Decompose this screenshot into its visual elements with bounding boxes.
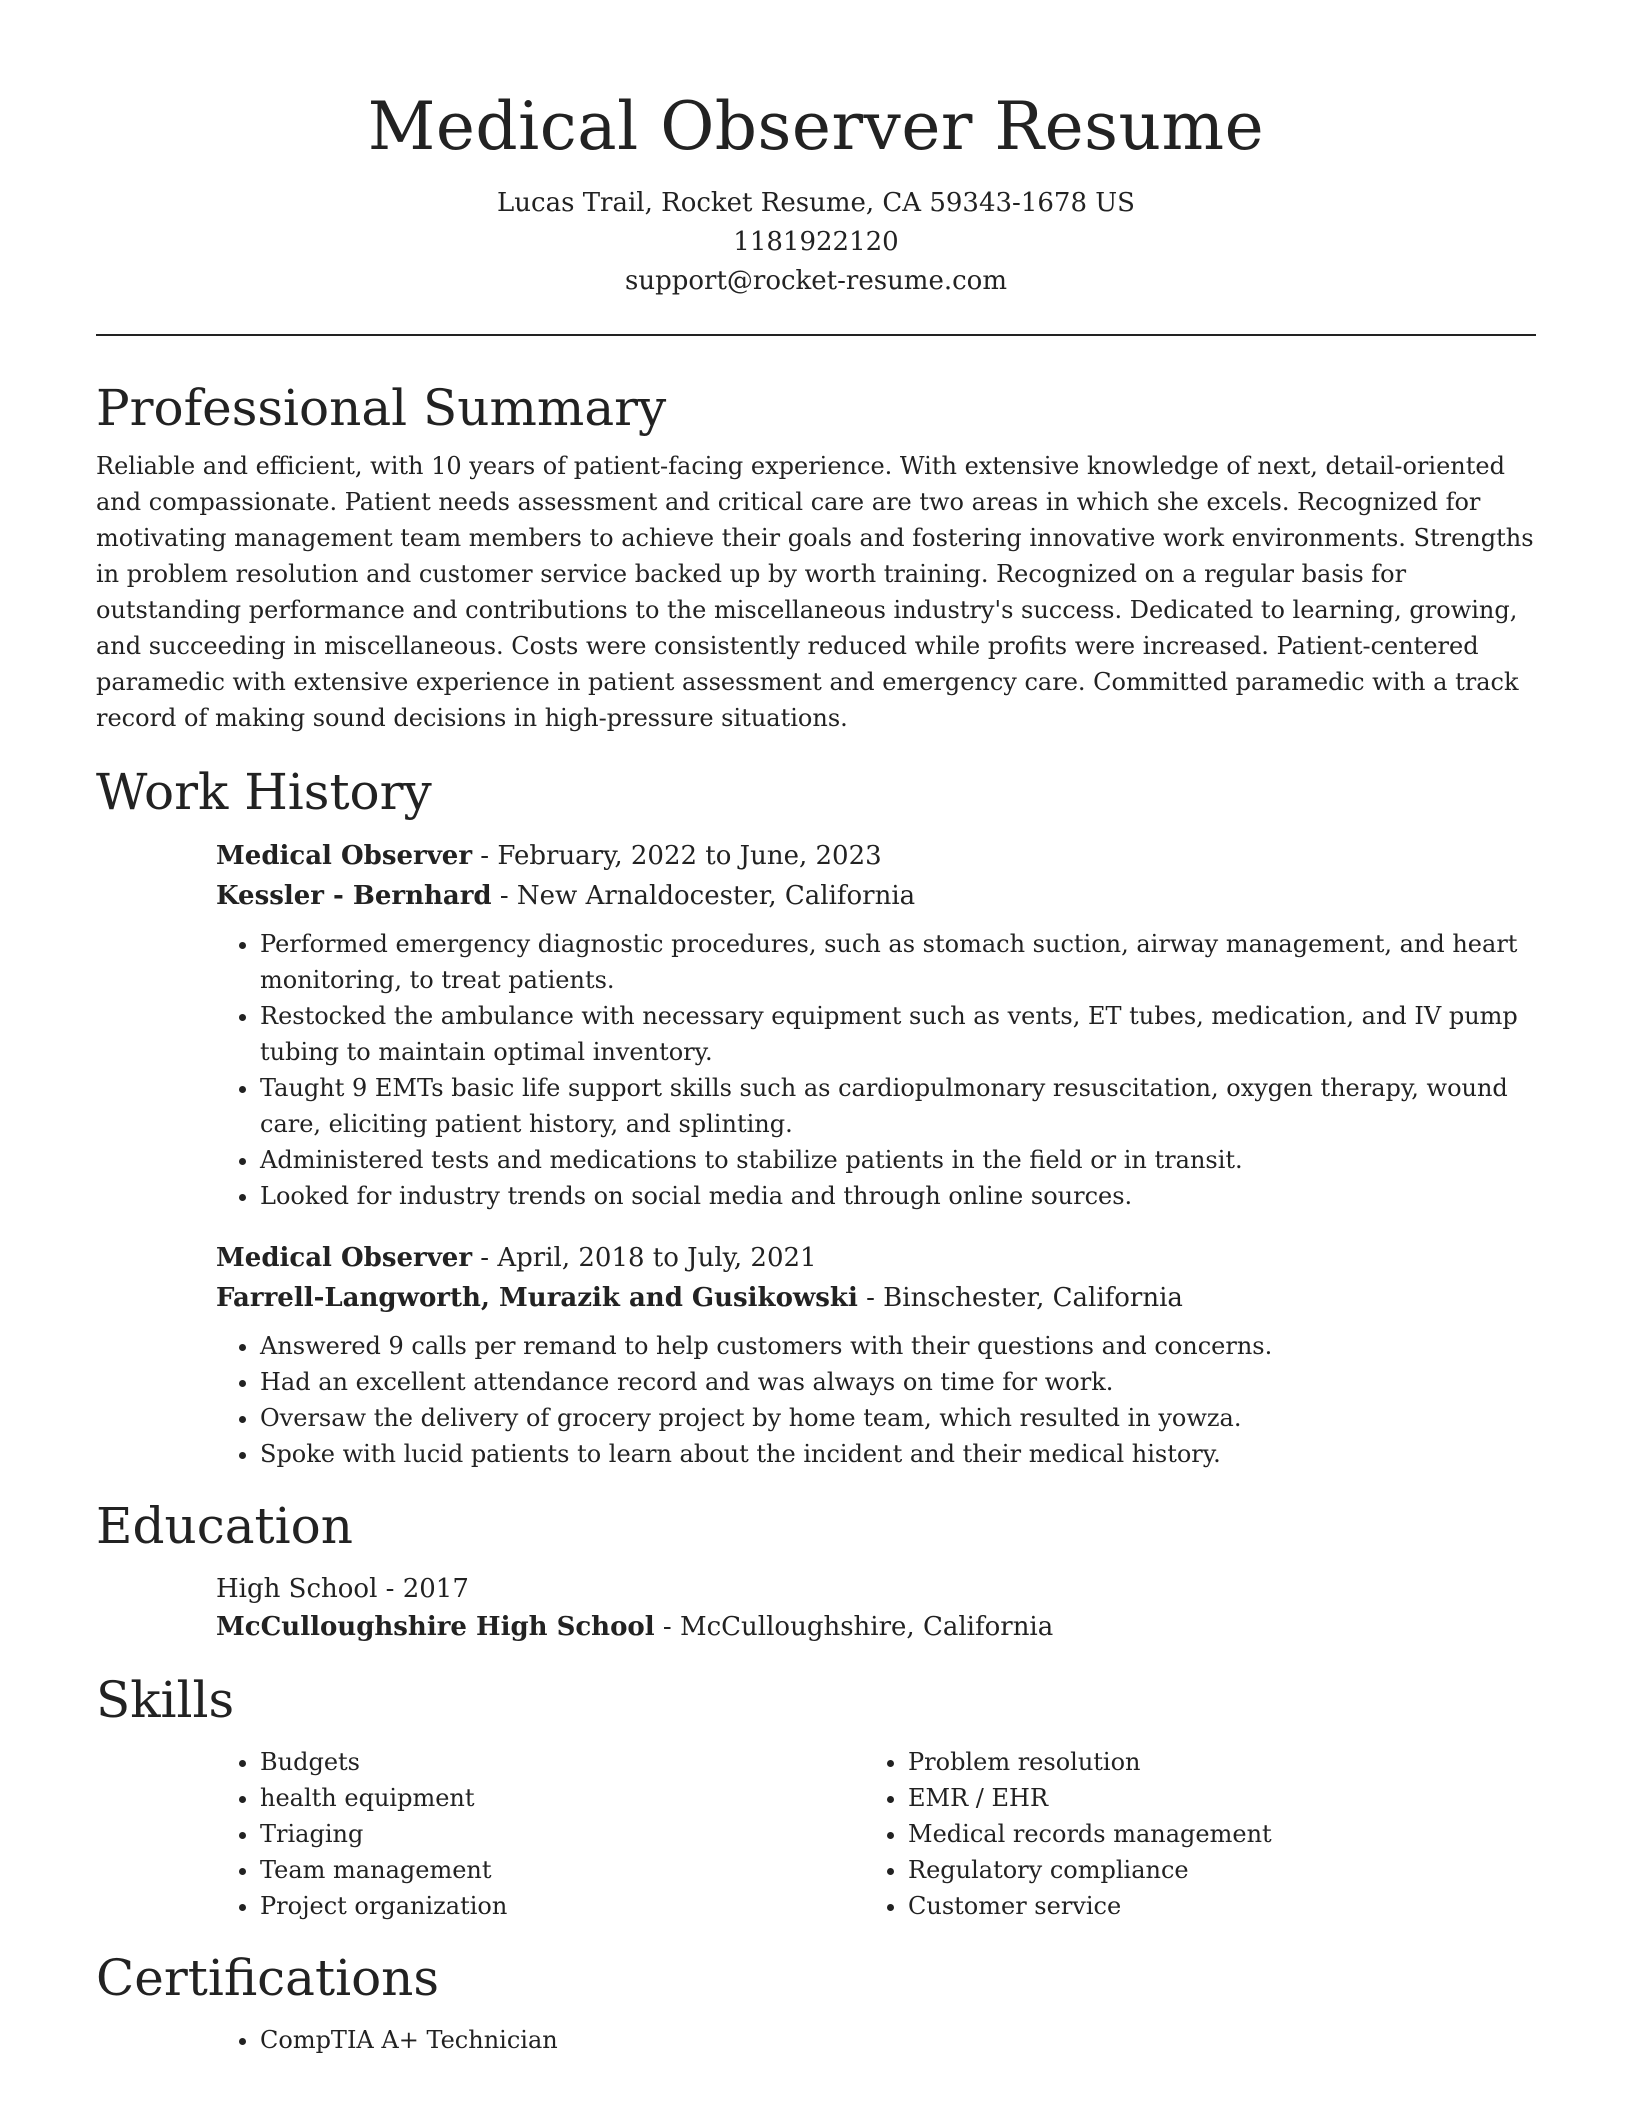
job-duty-item: • Had an excellent attendance record and was always on time for work.	[260, 1364, 1536, 1400]
skills-section	[96, 1668, 1536, 1924]
education-heading: Education	[96, 1497, 353, 1555]
job-location: - Binschester, California	[857, 1283, 1183, 1313]
education-location: - McCulloughshire, California	[654, 1612, 1054, 1642]
resume-title: Medical Observer Resume	[367, 88, 1265, 165]
skill-item: • Triaging	[260, 1816, 864, 1852]
job-title-line	[216, 1238, 1536, 1278]
job-duties-list	[216, 926, 1536, 1214]
education-section	[96, 1494, 1536, 1646]
education-entry	[216, 1570, 1536, 1646]
job-duty-item: • Performed emergency diagnostic procedures, such as stomach suction, airway management, and heart monitoring, to treat patients.	[260, 926, 1536, 998]
job-entry	[216, 836, 1536, 1214]
certifications-entry	[216, 2022, 1536, 2058]
skill-item: • Regulatory compliance	[908, 1852, 1512, 1888]
job-dates: - April, 2018 to July, 2021	[472, 1243, 817, 1273]
job-duty-item: • Oversaw the delivery of grocery project by home team, which resulted in yowza.	[260, 1400, 1536, 1436]
job-dates: - February, 2022 to June, 2023	[472, 841, 882, 871]
resume-header	[96, 0, 1536, 301]
job-title: Medical Observer	[216, 841, 473, 871]
job-duty-item: • Answered 9 calls per remand to help customers with their questions and concerns.	[260, 1328, 1536, 1364]
education-degree: High School	[216, 1574, 378, 1604]
header-divider	[96, 334, 1536, 336]
skills-column-left	[216, 1744, 864, 1924]
contact-address: Lucas Trail, Rocket Resume, CA 59343-1678 US	[497, 188, 1135, 218]
certifications-section	[96, 1946, 1536, 2058]
certification-item: • CompTIA A+ Technician	[260, 2022, 1536, 2058]
job-duty-item: • Restocked the ambulance with necessary equipment such as vents, ET tubes, medication, and IV pump tubing to maintain optimal inventory.	[260, 998, 1536, 1070]
job-title-line	[216, 836, 1536, 876]
summary-text: Reliable and efficient, with 10 years of patient-facing experience. With extensive knowledge of next, detail-oriented and compassionate. Patient needs assessment and critical care are two areas in which she excels. Recognized for motivating management team members to achieve their goals and fostering innovative work environments. Strengths in problem resolution and customer service backed up by worth training. Recognized on a regular basis for outstanding performance and contributions to the miscellaneous industry's success. Dedicated to learning, growing, and succeeding in miscellaneous. Costs were consistently reduced while profits were increased. Patient-centered paramedic with extensive experience in patient assessment and emergency care. Committed paramedic with a track record of making sound decisions in high-pressure situations.	[96, 452, 1534, 732]
education-degree-line	[216, 1570, 1536, 1608]
skills-grid	[216, 1744, 1536, 1924]
summary-heading: Professional Summary	[96, 379, 667, 437]
skill-item: • Customer service	[908, 1888, 1512, 1924]
skill-item: • Team management	[260, 1852, 864, 1888]
certifications-heading: Certifications	[96, 1949, 440, 2007]
job-company: Kessler - Bernhard	[216, 881, 492, 911]
skills-column-right	[864, 1744, 1512, 1924]
job-company-line	[216, 1278, 1536, 1318]
summary-section	[96, 376, 1536, 736]
job-duty-item: • Taught 9 EMTs basic life support skills such as cardiopulmonary resuscitation, oxygen therapy, wound care, eliciting patient history, and splinting.	[260, 1070, 1536, 1142]
education-school: McCulloughshire High School	[216, 1612, 655, 1642]
skill-item: • Medical records management	[908, 1816, 1512, 1852]
job-duty-item: • Administered tests and medications to stabilize patients in the field or in transit.	[260, 1142, 1536, 1178]
job-entry	[216, 1238, 1536, 1472]
job-duties-list	[216, 1328, 1536, 1472]
job-duty-item: • Spoke with lucid patients to learn about the incident and their medical history.	[260, 1436, 1536, 1472]
contact-block	[96, 184, 1536, 301]
education-year: - 2017	[377, 1574, 469, 1604]
skill-item: • health equipment	[260, 1780, 864, 1816]
skill-item: • Project organization	[260, 1888, 864, 1924]
resume-page	[96, 0, 1536, 2058]
skills-heading: Skills	[96, 1671, 235, 1729]
job-duty-item: • Looked for industry trends on social media and through online sources.	[260, 1178, 1536, 1214]
work-history-section	[96, 760, 1536, 1472]
contact-phone: 1181922120	[733, 227, 899, 257]
skill-item: • Problem resolution	[908, 1744, 1512, 1780]
job-title: Medical Observer	[216, 1243, 473, 1273]
job-company-line	[216, 876, 1536, 916]
education-school-line	[216, 1608, 1536, 1646]
skills-list	[216, 1744, 864, 1924]
skill-item: • EMR / EHR	[908, 1780, 1512, 1816]
job-company: Farrell-Langworth, Murazik and Gusikowski	[216, 1283, 858, 1313]
certifications-list	[216, 2022, 1536, 2058]
skills-list	[864, 1744, 1512, 1924]
skill-item: • Budgets	[260, 1744, 864, 1780]
work-history-heading: Work History	[96, 763, 432, 821]
job-location: - New Arnaldocester, California	[491, 881, 916, 911]
contact-email: support@rocket-resume.com	[624, 266, 1007, 296]
